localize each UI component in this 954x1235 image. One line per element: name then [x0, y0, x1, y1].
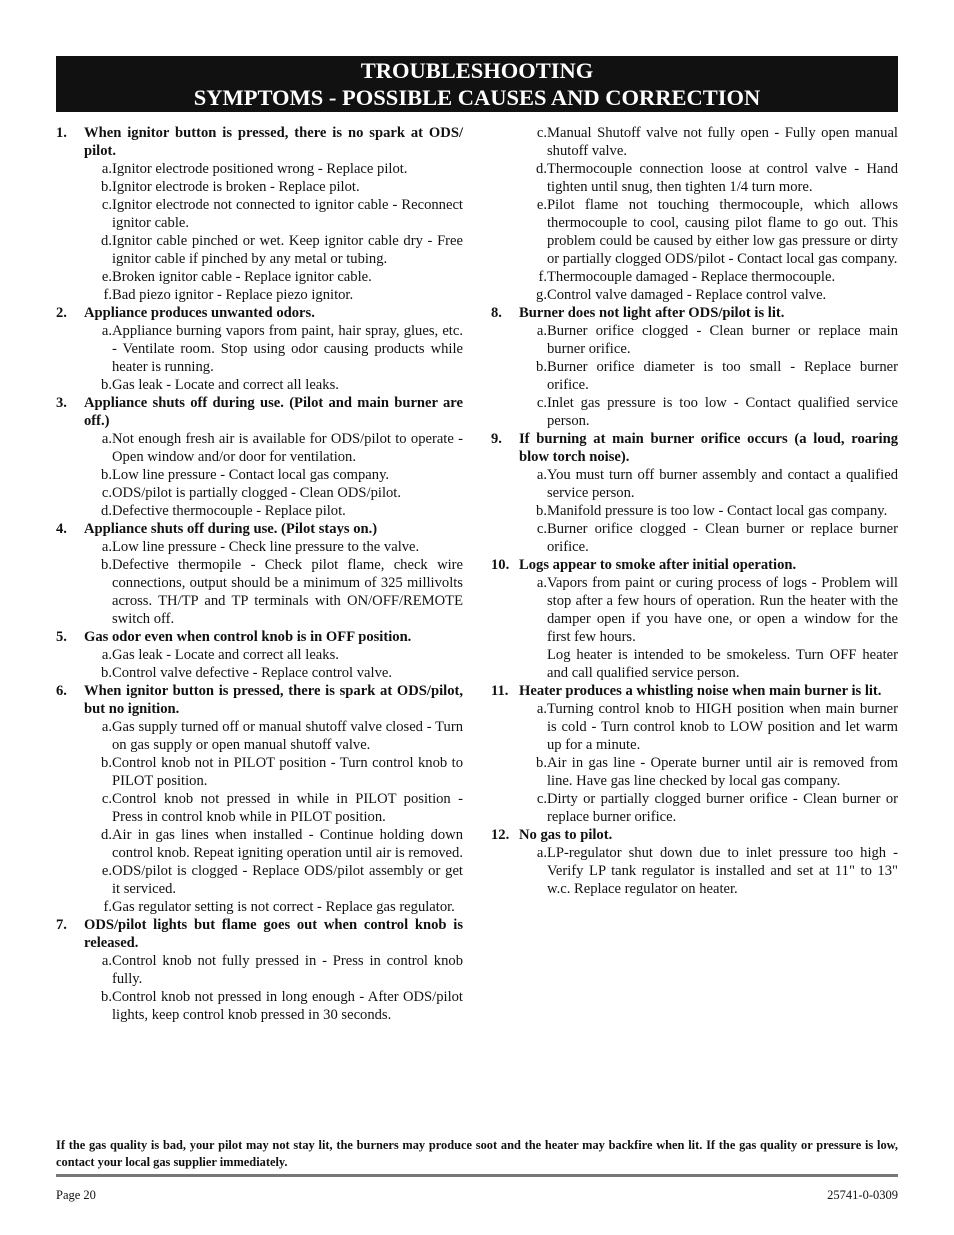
cause-text: Vapors from paint or curing process of logs - Problem will stop after a few hours of operation. Run the heater with the damper open if you have one, or open a window for the first few hours. [547, 575, 898, 645]
cause-letter: d. [101, 827, 112, 843]
cause-letter: b. [536, 503, 547, 519]
cause-text: Turning control knob to HIGH position when main burner is cold - Turn control knob to LOW position and let warm up for a minute. [547, 701, 898, 753]
cause-correction [531, 160, 898, 196]
cause-text: Gas leak - Locate and correct all leaks. [112, 647, 339, 663]
item-number: 10. [491, 557, 510, 573]
cause-text: Air in gas line - Operate burner until air is removed from line. Have gas line checked by local gas company. [547, 755, 898, 789]
cause-text: Control valve damaged - Replace control valve. [547, 287, 827, 303]
cause-text: Gas supply turned off or manual shutoff valve closed - Turn on gas supply or open manual shutoff valve. [112, 719, 463, 753]
cause-text: You must turn off burner assembly and contact a qualified service person. [547, 467, 898, 501]
item-heading [491, 682, 898, 700]
cause-correction [96, 826, 463, 862]
cause-letter: b. [101, 989, 112, 1005]
cause-correction [531, 196, 898, 268]
cause-text: Burner orifice diameter is too small - Replace burner orifice. [547, 359, 898, 393]
item-number: 7. [56, 917, 67, 933]
item-number: 4. [56, 521, 67, 537]
cause-letter: b. [101, 377, 112, 393]
cause-text: Dirty or partially clogged burner orifice - Clean burner or replace burner orifice. [547, 791, 898, 825]
cause-text: Control valve defective - Replace control valve. [112, 665, 393, 681]
troubleshooting-item [56, 628, 463, 682]
footer-divider [56, 1174, 898, 1177]
item-symptom: When ignitor button is pressed, there is no spark at ODS/ pilot. [84, 125, 463, 159]
cause-correction [96, 988, 463, 1024]
cause-correction [96, 196, 463, 232]
cause-correction [96, 754, 463, 790]
cause-text: Ignitor electrode positioned wrong - Replace pilot. [112, 161, 408, 177]
cause-letter: a. [101, 647, 112, 663]
banner-subtitle: SYMPTOMS - POSSIBLE CAUSES AND CORRECTION [193, 85, 761, 110]
cause-text: Ignitor electrode is broken - Replace pilot. [112, 179, 360, 195]
cause-correction [96, 160, 463, 178]
cause-text: Air in gas lines when installed - Continue holding down control knob. Repeat igniting operation until air is removed. [112, 827, 463, 861]
cause-letter: c. [101, 791, 112, 807]
troubleshooting-item [491, 430, 898, 556]
cause-letter: c. [536, 791, 547, 807]
cause-letter: e. [536, 197, 547, 213]
cause-correction [96, 664, 463, 682]
troubleshooting-item [491, 124, 898, 304]
cause-letter: a. [536, 575, 547, 591]
cause-letter: a. [536, 701, 547, 717]
cause-letter: c. [536, 395, 547, 411]
cause-letter: b. [101, 557, 112, 573]
cause-letter: b. [101, 665, 112, 681]
cause-text: LP-regulator shut down due to inlet pressure too high - Verify LP tank regulator is installed and set at 11" to 13" w.c. Replace regulator on heater. [547, 845, 898, 897]
cause-text: Burner orifice clogged - Clean burner or replace burner orifice. [547, 521, 898, 555]
item-heading [56, 124, 463, 160]
item-symptom: ODS/pilot lights but flame goes out when control knob is released. [84, 917, 463, 951]
troubleshooting-item [56, 304, 463, 394]
cause-correction [96, 322, 463, 376]
cause-text: Control knob not fully pressed in - Press in control knob fully. [112, 953, 463, 987]
cause-correction [96, 862, 463, 898]
item-number: 6. [56, 683, 67, 699]
cause-correction [531, 520, 898, 556]
cause-text: Pilot flame not touching thermocouple, which allows thermocouple to cool, causing pilot flame to go out. This problem could be caused by either low gas pressure or dirty or partially clogged ODS/pilot - Contact local gas company. [547, 197, 898, 267]
document-number: 25741-0-0309 [827, 1188, 898, 1202]
item-number: 8. [491, 305, 502, 321]
item-symptom: Appliance shuts off during use. (Pilot stays on.) [84, 521, 378, 537]
cause-note: Log heater is intended to be smokeless. Turn OFF heater and call qualified service person. [547, 647, 898, 681]
item-symptom: When ignitor button is pressed, there is spark at ODS/pilot, but no ignition. [84, 683, 463, 717]
cause-letter: b. [101, 467, 112, 483]
cause-text: Control knob not pressed in long enough - After ODS/pilot lights, keep control knob pressed in 30 seconds. [112, 989, 463, 1023]
cause-correction [531, 754, 898, 790]
item-number: 3. [56, 395, 67, 411]
troubleshooting-item [56, 124, 463, 304]
cause-letter: a. [101, 323, 112, 339]
cause-correction [531, 322, 898, 358]
cause-letter: a. [536, 467, 547, 483]
troubleshooting-item [491, 826, 898, 898]
cause-text: Defective thermopile - Check pilot flame, check wire connections, output should be a minimum of 325 millivolts across. TH/TP and TP terminals with ON/OFF/REMOTE switch off. [112, 557, 463, 627]
item-heading [56, 916, 463, 952]
cause-letter: b. [101, 179, 112, 195]
item-heading [56, 304, 463, 322]
section-banner [56, 56, 898, 112]
item-heading [491, 430, 898, 466]
cause-letter: b. [101, 755, 112, 771]
cause-letter: d. [101, 503, 112, 519]
cause-text: Not enough fresh air is available for ODS/pilot to operate - Open window and/or door for ventilation. [112, 431, 463, 465]
cause-correction [96, 430, 463, 466]
cause-text: Control knob not pressed in while in PILOT position - Press in control knob while in PILOT position. [112, 791, 463, 825]
troubleshooting-item [56, 520, 463, 628]
item-symptom: Logs appear to smoke after initial operation. [519, 557, 797, 573]
troubleshooting-item [491, 682, 898, 826]
cause-correction [531, 466, 898, 502]
cause-correction [531, 844, 898, 898]
cause-letter: a. [101, 539, 112, 555]
item-symptom: Heater produces a whistling noise when main burner is lit. [519, 683, 882, 699]
item-heading [491, 556, 898, 574]
cause-text: Manifold pressure is too low - Contact local gas company. [547, 503, 888, 519]
item-symptom: No gas to pilot. [519, 827, 613, 843]
cause-correction [96, 286, 463, 304]
cause-correction [96, 646, 463, 664]
cause-text: Gas leak - Locate and correct all leaks. [112, 377, 339, 393]
cause-correction [96, 484, 463, 502]
cause-letter: f. [103, 899, 112, 915]
troubleshooting-item [56, 394, 463, 520]
item-symptom: Appliance produces unwanted odors. [84, 305, 315, 321]
gas-quality-note: If the gas quality is bad, your pilot may not stay lit, the burners may produce soot and the heater may backfire when lit. If the gas quality or pressure is low, contact your local gas supplier immediately. [56, 1138, 898, 1169]
cause-letter: g. [536, 287, 547, 303]
troubleshooting-item [56, 682, 463, 916]
item-symptom: Burner does not light after ODS/pilot is lit. [519, 305, 785, 321]
cause-letter: c. [101, 485, 112, 501]
troubleshooting-item [56, 916, 463, 1024]
item-heading [491, 304, 898, 322]
item-number: 11. [491, 683, 509, 699]
cause-text: Inlet gas pressure is too low - Contact qualified service person. [547, 395, 898, 429]
cause-correction [531, 394, 898, 430]
troubleshooting-item [491, 556, 898, 682]
cause-text: ODS/pilot is partially clogged - Clean ODS/pilot. [112, 485, 402, 501]
cause-correction [531, 268, 898, 286]
page-number: Page 20 [56, 1188, 96, 1202]
item-heading [56, 682, 463, 718]
cause-letter: d. [101, 233, 112, 249]
cause-letter: a. [536, 845, 547, 861]
cause-correction [531, 124, 898, 160]
item-symptom: Gas odor even when control knob is in OFF position. [84, 629, 412, 645]
cause-correction [96, 538, 463, 556]
cause-letter: c. [101, 197, 112, 213]
cause-text: Broken ignitor cable - Replace ignitor cable. [112, 269, 372, 285]
cause-text: Gas regulator setting is not correct - Replace gas regulator. [112, 899, 455, 915]
cause-text: Thermocouple connection loose at control valve - Hand tighten until snug, then tighten 1/4 turn more. [547, 161, 898, 195]
cause-letter: e. [101, 269, 112, 285]
cause-text: ODS/pilot is clogged - Replace ODS/pilot assembly or get it serviced. [112, 863, 463, 897]
item-heading [491, 826, 898, 844]
cause-text: Ignitor cable pinched or wet. Keep ignitor cable dry - Free ignitor cable if pinched by any metal or tubing. [112, 233, 463, 267]
cause-letter: a. [101, 161, 112, 177]
cause-text: Control knob not in PILOT position - Turn control knob to PILOT position. [112, 755, 463, 789]
cause-correction [96, 952, 463, 988]
cause-text: Thermocouple damaged - Replace thermocouple. [547, 269, 836, 285]
troubleshooting-item [491, 304, 898, 430]
cause-correction [531, 286, 898, 304]
cause-letter: c. [536, 521, 547, 537]
cause-correction [96, 466, 463, 484]
cause-text: Low line pressure - Check line pressure to the valve. [112, 539, 420, 555]
cause-text: Burner orifice clogged - Clean burner or replace main burner orifice. [547, 323, 898, 357]
cause-text: Appliance burning vapors from paint, hair spray, glues, etc. - Ventilate room. Stop using odor causing products while heater is running. [112, 323, 463, 375]
cause-correction [531, 358, 898, 394]
cause-letter: b. [536, 755, 547, 771]
item-heading [56, 520, 463, 538]
cause-text: Manual Shutoff valve not fully open - Fully open manual shutoff valve. [547, 125, 898, 159]
cause-correction [531, 790, 898, 826]
cause-letter: c. [536, 125, 547, 141]
cause-correction [96, 232, 463, 268]
item-number: 12. [491, 827, 510, 843]
cause-correction [96, 790, 463, 826]
cause-text: Ignitor electrode not connected to ignitor cable - Reconnect ignitor cable. [112, 197, 463, 231]
cause-letter: a. [101, 953, 112, 969]
cause-correction [96, 178, 463, 196]
cause-letter: e. [101, 863, 112, 879]
right-column [491, 124, 898, 898]
item-number: 2. [56, 305, 67, 321]
item-symptom: Appliance shuts off during use. (Pilot and main burner are off.) [84, 395, 463, 429]
cause-text: Defective thermocouple - Replace pilot. [112, 503, 346, 519]
cause-letter: f. [103, 287, 112, 303]
item-heading [56, 628, 463, 646]
item-number: 9. [491, 431, 502, 447]
cause-letter: f. [538, 269, 547, 285]
cause-correction [531, 502, 898, 520]
cause-correction [96, 898, 463, 916]
banner-title: TROUBLESHOOTING [360, 58, 594, 83]
cause-text: Bad piezo ignitor - Replace piezo ignitor. [112, 287, 354, 303]
item-symptom: If burning at main burner orifice occurs (a loud, roaring blow torch noise). [519, 431, 898, 465]
cause-letter: b. [536, 359, 547, 375]
cause-text: Low line pressure - Contact local gas company. [112, 467, 390, 483]
item-number: 5. [56, 629, 67, 645]
cause-correction [96, 502, 463, 520]
cause-correction [531, 574, 898, 646]
cause-correction [96, 268, 463, 286]
item-number: 1. [56, 125, 67, 141]
left-column [56, 124, 463, 1024]
item-heading [56, 394, 463, 430]
cause-letter: a. [101, 719, 112, 735]
cause-letter: d. [536, 161, 547, 177]
cause-correction [531, 700, 898, 754]
cause-letter: a. [536, 323, 547, 339]
cause-correction [96, 718, 463, 754]
cause-correction [96, 556, 463, 628]
cause-letter: a. [101, 431, 112, 447]
cause-correction [96, 376, 463, 394]
